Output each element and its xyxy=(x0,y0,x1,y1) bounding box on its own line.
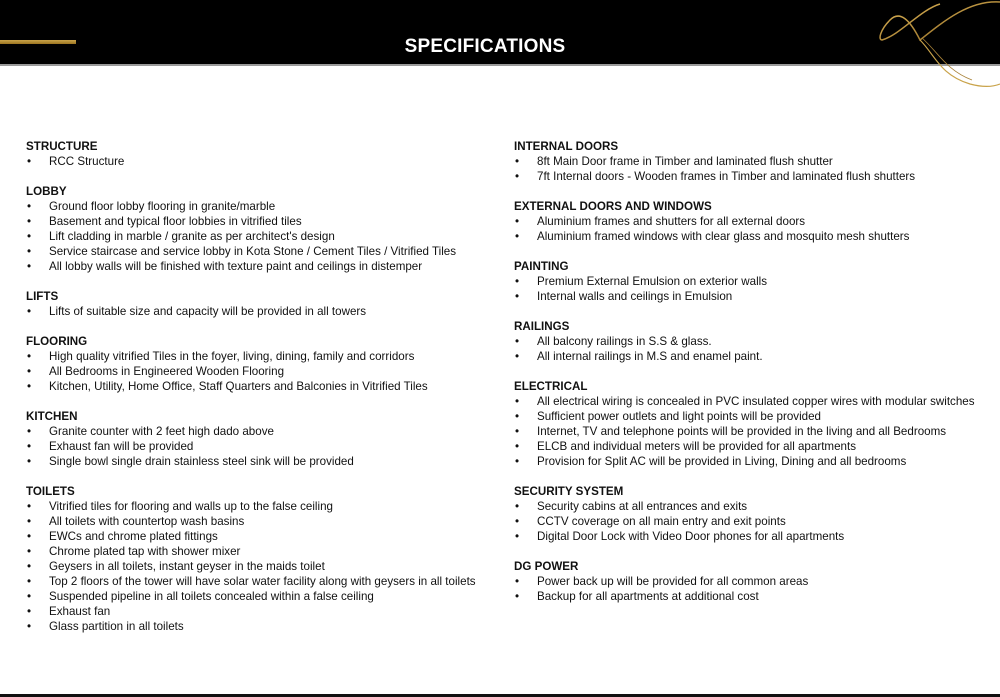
spec-list xyxy=(26,199,486,274)
list-item: • Internet, TV and telephone points will be provided in the living and all Bedrooms xyxy=(514,424,984,439)
list-item: • Suspended pipeline in all toilets concealed within a false ceiling xyxy=(26,589,486,604)
spec-section-security-system xyxy=(514,484,984,544)
list-item: • All internal railings in M.S and enamel paint. xyxy=(514,349,984,364)
list-item: • High quality vitrified Tiles in the foyer, living, dining, family and corridors xyxy=(26,349,486,364)
spec-section-kitchen xyxy=(26,409,486,469)
list-item: • All balcony railings in S.S & glass. xyxy=(514,334,984,349)
spec-section-electrical xyxy=(514,379,984,469)
list-item: • Ground floor lobby flooring in granite/marble xyxy=(26,199,486,214)
section-heading: LIFTS xyxy=(26,290,59,303)
list-item: • Internal walls and ceilings in Emulsion xyxy=(514,289,984,304)
list-item: • EWCs and chrome plated fittings xyxy=(26,529,486,544)
list-item: • Sufficient power outlets and light points will be provided xyxy=(514,409,984,424)
header-band xyxy=(0,0,1000,66)
right-column xyxy=(514,139,984,619)
section-heading: INTERNAL DOORS xyxy=(514,140,619,153)
list-item: • Provision for Split AC will be provided in Living, Dining and all bedrooms xyxy=(514,454,984,469)
spec-list xyxy=(514,154,984,184)
list-item: • Backup for all apartments at additional cost xyxy=(514,589,984,604)
section-heading: RAILINGS xyxy=(514,320,570,333)
list-item: • ELCB and individual meters will be provided for all apartments xyxy=(514,439,984,454)
spec-list xyxy=(514,274,984,304)
list-item: • Exhaust fan xyxy=(26,604,486,619)
spec-section-dg-power xyxy=(514,559,984,604)
section-heading: STRUCTURE xyxy=(26,140,98,153)
spec-section-internal-doors xyxy=(514,139,984,184)
list-item: • Top 2 floors of the tower will have solar water facility along with geysers in all toilets xyxy=(26,574,486,589)
list-item: • Single bowl single drain stainless steel sink will be provided xyxy=(26,454,486,469)
spec-list xyxy=(26,499,486,634)
spec-section-external-doors-and-windows xyxy=(514,199,984,244)
spec-list xyxy=(514,499,984,544)
spec-list xyxy=(514,574,984,604)
gold-swirl-decoration-icon xyxy=(860,0,1000,90)
spec-list xyxy=(514,394,984,469)
spec-section-railings xyxy=(514,319,984,364)
section-heading: FLOORING xyxy=(26,335,88,348)
list-item: • All Bedrooms in Engineered Wooden Flooring xyxy=(26,364,486,379)
list-item: • Lift cladding in marble / granite as per architect's design xyxy=(26,229,486,244)
list-item: • Vitrified tiles for flooring and walls up to the false ceiling xyxy=(26,499,486,514)
spec-list xyxy=(26,304,486,319)
section-heading: DG POWER xyxy=(514,560,579,573)
list-item: • 8ft Main Door frame in Timber and laminated flush shutter xyxy=(514,154,984,169)
section-heading: PAINTING xyxy=(514,260,569,273)
page-title: SPECIFICATIONS xyxy=(404,36,566,57)
list-item: • Kitchen, Utility, Home Office, Staff Quarters and Balconies in Vitrified Tiles xyxy=(26,379,486,394)
list-item: • All lobby walls will be finished with texture paint and ceilings in distemper xyxy=(26,259,486,274)
spec-section-structure xyxy=(26,139,486,169)
list-item: • Chrome plated tap with shower mixer xyxy=(26,544,486,559)
list-item: • Lifts of suitable size and capacity will be provided in all towers xyxy=(26,304,486,319)
list-item: • RCC Structure xyxy=(26,154,486,169)
spec-section-lifts xyxy=(26,289,486,319)
spec-section-painting xyxy=(514,259,984,304)
list-item: • Premium External Emulsion on exterior walls xyxy=(514,274,984,289)
list-item: • Digital Door Lock with Video Door phones for all apartments xyxy=(514,529,984,544)
section-heading: KITCHEN xyxy=(26,410,78,423)
section-heading: ELECTRICAL xyxy=(514,380,588,393)
spec-section-toilets xyxy=(26,484,486,634)
list-item: • All toilets with countertop wash basins xyxy=(26,514,486,529)
list-item: • Basement and typical floor lobbies in vitrified tiles xyxy=(26,214,486,229)
list-item: • 7ft Internal doors - Wooden frames in Timber and laminated flush shutters xyxy=(514,169,984,184)
list-item: • Exhaust fan will be provided xyxy=(26,439,486,454)
list-item: • Service staircase and service lobby in Kota Stone / Cement Tiles / Vitrified Tiles xyxy=(26,244,486,259)
spec-list xyxy=(26,349,486,394)
spec-list xyxy=(26,424,486,469)
list-item: • Geysers in all toilets, instant geyser in the maids toilet xyxy=(26,559,486,574)
left-column xyxy=(26,139,486,649)
list-item: • Power back up will be provided for all common areas xyxy=(514,574,984,589)
section-heading: SECURITY SYSTEM xyxy=(514,485,624,498)
section-heading: LOBBY xyxy=(26,185,67,198)
spec-list xyxy=(26,154,486,169)
spec-list xyxy=(514,334,984,364)
section-heading: TOILETS xyxy=(26,485,75,498)
list-item: • Aluminium frames and shutters for all external doors xyxy=(514,214,984,229)
section-heading: EXTERNAL DOORS AND WINDOWS xyxy=(514,200,712,213)
spec-section-lobby xyxy=(26,184,486,274)
spec-section-flooring xyxy=(26,334,486,394)
list-item: • Glass partition in all toilets xyxy=(26,619,486,634)
list-item: • Security cabins at all entrances and exits xyxy=(514,499,984,514)
spec-list xyxy=(514,214,984,244)
list-item: • All electrical wiring is concealed in PVC insulated copper wires with modular switches xyxy=(514,394,984,409)
list-item: • CCTV coverage on all main entry and exit points xyxy=(514,514,984,529)
list-item: • Aluminium framed windows with clear glass and mosquito mesh shutters xyxy=(514,229,984,244)
list-item: • Granite counter with 2 feet high dado above xyxy=(26,424,486,439)
